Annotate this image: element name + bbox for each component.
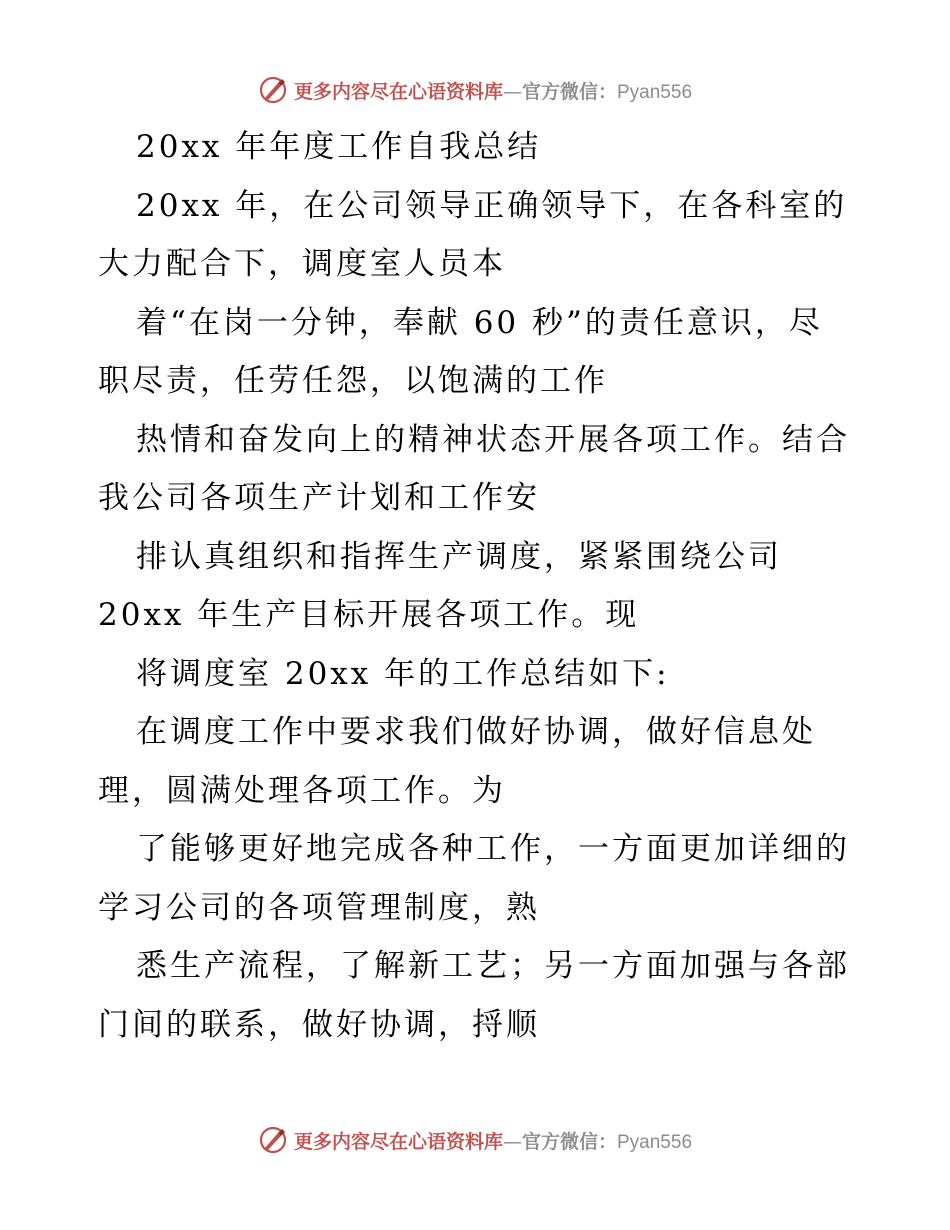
- pen-logo-icon: [258, 75, 288, 105]
- footer-banner: [0, 1120, 950, 1160]
- banner-separator: —: [502, 80, 522, 103]
- paragraph-line: 在调度工作中要求我们做好协调，做好信息处: [136, 714, 816, 750]
- paragraph-line: 20xx 年生产目标开展各项工作。现: [98, 597, 640, 633]
- document-title: 20xx 年年度工作自我总结: [136, 129, 542, 165]
- paragraph-line: 理，圆满处理各项工作。为: [98, 772, 506, 809]
- banner-text: [294, 77, 692, 104]
- pen-logo-icon: [258, 1125, 288, 1155]
- document-body: [98, 118, 858, 1054]
- paragraph-line: 大力配合下，调度室人员本: [98, 246, 506, 282]
- banner-separator: —: [502, 1130, 522, 1153]
- paragraph-line: 了能够更好地完成各种工作，一方面更加详细的: [136, 831, 850, 867]
- banner-wechat-id: Pyan556: [617, 81, 693, 103]
- banner-text: [294, 1127, 692, 1154]
- banner-library-name: 更多内容尽在心语资料库: [293, 1130, 503, 1153]
- paragraph-line: 门间的联系，做好协调，捋顺: [98, 1006, 540, 1043]
- paragraph-line: 着“在岗一分钟，奉献 60 秒”的责任意识，尽: [136, 304, 823, 341]
- banner-library-name: 更多内容尽在心语资料库: [293, 80, 503, 103]
- header-banner: [0, 70, 950, 110]
- paragraph-line: 职尽责，任劳任怨，以饱满的工作: [98, 363, 608, 399]
- banner-wechat-id: Pyan556: [617, 1131, 693, 1153]
- paragraph-line: 20xx 年，在公司领导正确领导下，在各科室的: [136, 187, 848, 224]
- paragraph-line: 学习公司的各项管理制度，熟: [98, 889, 540, 926]
- paragraph-line: 我公司各项生产计划和工作安: [98, 480, 540, 516]
- paragraph-line: 将调度室 20xx 年的工作总结如下:: [136, 655, 670, 692]
- banner-wechat-label: 官方微信：: [521, 80, 617, 103]
- banner-wechat-label: 官方微信：: [521, 1130, 617, 1153]
- paragraph-line: 悉生产流程，了解新工艺；另一方面加强与各部: [136, 948, 850, 984]
- paragraph-line: 排认真组织和指挥生产调度，紧紧围绕公司: [136, 538, 782, 575]
- paragraph-line: 热情和奋发向上的精神状态开展各项工作。结合: [136, 421, 850, 458]
